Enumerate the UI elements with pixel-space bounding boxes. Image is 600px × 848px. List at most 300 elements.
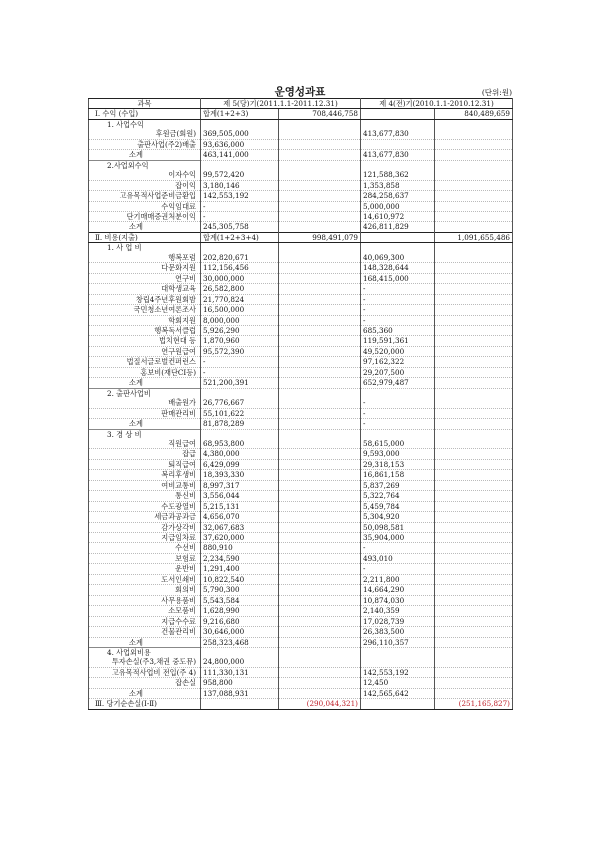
cell-d: [435, 459, 513, 469]
cell-c: 49,520,000: [361, 346, 435, 356]
cell-d: [435, 305, 513, 315]
cell-c: 413,677,830: [361, 129, 435, 139]
row-label: 배출원가: [89, 398, 201, 408]
cell-d: [435, 439, 513, 449]
table-row: [89, 180, 513, 190]
row-label: 고유목적사업비 전입(주 4): [89, 667, 201, 677]
cell-a: 32,067,683: [201, 522, 279, 532]
cell-d: [435, 336, 513, 346]
cell-d: [435, 378, 513, 388]
cell-b: [279, 357, 361, 367]
cell-b: [279, 637, 361, 647]
cell-a: -: [201, 357, 279, 367]
cell-a: 30,646,000: [201, 627, 279, 637]
cell-b: [279, 119, 361, 129]
cell-b: [279, 284, 361, 294]
cell-b: [279, 606, 361, 616]
cell-b: [279, 439, 361, 449]
cell-c: -: [361, 408, 435, 418]
cell-a: 258,323,468: [201, 637, 279, 647]
cell-d: (251,165,827): [435, 699, 513, 709]
cell-a: 99,572,420: [201, 170, 279, 180]
cell-c: 50,098,581: [361, 522, 435, 532]
cell-c: 2,140,359: [361, 606, 435, 616]
row-label: 대학생교육: [89, 284, 201, 294]
cell-d: [435, 616, 513, 626]
cell-d: [435, 211, 513, 221]
table-row: [89, 346, 513, 356]
cell-b: [279, 470, 361, 480]
cell-a: 4,656,070: [201, 512, 279, 522]
cell-d: [435, 585, 513, 595]
table-row: [89, 129, 513, 139]
cell-b: [279, 180, 361, 190]
cell-d: [435, 501, 513, 511]
cell-c: 652,979,487: [361, 378, 435, 388]
cell-a: [201, 388, 279, 398]
cell-c: 296,110,357: [361, 637, 435, 647]
cell-d: [435, 201, 513, 211]
table-row: [89, 201, 513, 211]
row-label: 소모품비: [89, 606, 201, 616]
cell-a: 5,215,131: [201, 501, 279, 511]
cell-c: [361, 429, 435, 439]
row-label: 수도광열비: [89, 501, 201, 511]
cell-d: [435, 491, 513, 501]
table-row: [89, 637, 513, 647]
table-row: [89, 533, 513, 543]
row-label: 국민청소년여론조사: [89, 305, 201, 315]
cell-d: [435, 419, 513, 429]
row-label: 4. 사업외비용: [89, 648, 201, 658]
cell-b: 998,491,079: [279, 232, 361, 242]
cell-c: 5,304,920: [361, 512, 435, 522]
cell-a: [201, 699, 279, 709]
table-row: [89, 284, 513, 294]
table-row: [89, 564, 513, 574]
cell-c: 2,211,800: [361, 574, 435, 584]
cell-c: [361, 139, 435, 149]
cell-a: [201, 160, 279, 170]
row-label: 다문화지원: [89, 263, 201, 273]
cell-d: [435, 222, 513, 232]
table-row: [89, 606, 513, 616]
statement-title: 운영성과표: [274, 86, 326, 98]
cell-d: 1,091,655,486: [435, 232, 513, 242]
cell-a: 958,800: [201, 678, 279, 688]
table-row: [89, 222, 513, 232]
header-current-period: 제 5(당)기(2011.1.1-2011.12.31): [201, 99, 361, 109]
cell-b: [279, 150, 361, 160]
cell-a: [201, 119, 279, 129]
cell-b: [279, 512, 361, 522]
cell-b: [279, 243, 361, 253]
cell-b: [279, 616, 361, 626]
subsection-row: [89, 429, 513, 439]
cell-d: [435, 553, 513, 563]
cell-a: 4,380,000: [201, 449, 279, 459]
cell-d: 840,489,659: [435, 109, 513, 119]
cell-c: 9,593,000: [361, 449, 435, 459]
cell-b: [279, 211, 361, 221]
table-row: [89, 357, 513, 367]
row-label: 건물관리비: [89, 627, 201, 637]
cell-d: [435, 273, 513, 283]
cell-d: [435, 543, 513, 553]
cell-a: 30,000,000: [201, 273, 279, 283]
cell-d: [435, 180, 513, 190]
cell-b: [279, 678, 361, 688]
table-row: [89, 480, 513, 490]
row-label: 2.사업외수익: [89, 160, 201, 170]
row-label: 법질서글로벌컨퍼런스: [89, 357, 201, 367]
row-label: Ⅲ. 당기순손실(Ⅰ-Ⅱ): [89, 699, 201, 709]
subsection-row: [89, 119, 513, 129]
cell-c: 119,591,361: [361, 336, 435, 346]
cell-a: 26,582,800: [201, 284, 279, 294]
cell-c: 148,328,644: [361, 263, 435, 273]
row-label: 법치현대 등: [89, 336, 201, 346]
cell-c: 40,069,300: [361, 253, 435, 263]
row-label: 소계: [89, 222, 201, 232]
table-row: [89, 336, 513, 346]
row-label: 여비교통비: [89, 480, 201, 490]
cell-a: -: [201, 201, 279, 211]
cell-b: [279, 160, 361, 170]
table-row: [89, 191, 513, 201]
row-label: 수익임대료: [89, 201, 201, 211]
row-label: 잡손실: [89, 678, 201, 688]
cell-d: [435, 657, 513, 667]
table-row: [89, 595, 513, 605]
cell-c: 29,318,153: [361, 459, 435, 469]
cell-b: [279, 449, 361, 459]
cell-c: 16,861,158: [361, 470, 435, 480]
row-label: 퇴직급여: [89, 459, 201, 469]
cell-d: [435, 398, 513, 408]
table-row: [89, 627, 513, 637]
cell-d: [435, 367, 513, 377]
table-row: [89, 139, 513, 149]
cell-c: 493,010: [361, 553, 435, 563]
cell-c: 5,837,269: [361, 480, 435, 490]
cell-b: [279, 367, 361, 377]
cell-a: 합계(1+2+3+4): [201, 232, 279, 242]
cell-b: [279, 491, 361, 501]
cell-a: 10,822,540: [201, 574, 279, 584]
row-label: 세금과공과금: [89, 512, 201, 522]
row-label: 창립4주년후원회밤: [89, 294, 201, 304]
cell-a: 8,000,000: [201, 315, 279, 325]
row-label: 감가상각비: [89, 522, 201, 532]
table-row: [89, 512, 513, 522]
cell-c: -: [361, 419, 435, 429]
row-label: 사무용품비: [89, 595, 201, 605]
section-row: [89, 232, 513, 242]
cell-c: -: [361, 294, 435, 304]
table-row: [89, 553, 513, 563]
cell-c: [361, 648, 435, 658]
cell-b: (290,044,321): [279, 699, 361, 709]
cell-c: 58,615,000: [361, 439, 435, 449]
cell-b: [279, 522, 361, 532]
cell-b: [279, 388, 361, 398]
cell-a: 463,141,000: [201, 150, 279, 160]
row-label: 지급임차료: [89, 533, 201, 543]
cell-a: 142,553,192: [201, 191, 279, 201]
cell-d: [435, 648, 513, 658]
row-label: 학회지원: [89, 315, 201, 325]
section-row: [89, 109, 513, 119]
cell-d: [435, 678, 513, 688]
cell-b: [279, 480, 361, 490]
cell-b: [279, 501, 361, 511]
cell-a: 880,910: [201, 543, 279, 553]
row-label: 소계: [89, 150, 201, 160]
table-row: [89, 616, 513, 626]
cell-b: [279, 419, 361, 429]
cell-d: [435, 139, 513, 149]
table-row: [89, 522, 513, 532]
cell-c: 97,162,322: [361, 357, 435, 367]
cell-c: 685,360: [361, 325, 435, 335]
cell-b: [279, 667, 361, 677]
table-row: [89, 378, 513, 388]
header-item: 과목: [89, 99, 201, 109]
cell-b: [279, 201, 361, 211]
cell-c: [361, 109, 435, 119]
cell-c: 26,383,500: [361, 627, 435, 637]
row-label: 행복독서클럽: [89, 325, 201, 335]
cell-b: [279, 648, 361, 658]
row-label: 후원금(회원): [89, 129, 201, 139]
table-row: [89, 574, 513, 584]
row-label: 고유목적사업준비금환입: [89, 191, 201, 201]
cell-a: 합계(1+2+3): [201, 109, 279, 119]
cell-a: 5,926,290: [201, 325, 279, 335]
cell-a: 202,820,671: [201, 253, 279, 263]
cell-c: -: [361, 305, 435, 315]
table-row: [89, 459, 513, 469]
cell-a: 81,878,289: [201, 419, 279, 429]
cell-d: [435, 512, 513, 522]
cell-d: [435, 191, 513, 201]
table-row: [89, 470, 513, 480]
cell-a: -: [201, 211, 279, 221]
table-row: [89, 253, 513, 263]
cell-b: [279, 139, 361, 149]
cell-a: 111,330,131: [201, 667, 279, 677]
row-label: 연구비: [89, 273, 201, 283]
cell-b: [279, 564, 361, 574]
cell-a: 68,953,800: [201, 439, 279, 449]
row-label: 2. 출판사업비: [89, 388, 201, 398]
cell-a: 112,156,456: [201, 263, 279, 273]
cell-a: 21,770,824: [201, 294, 279, 304]
cell-c: 168,415,000: [361, 273, 435, 283]
cell-a: 521,200,391: [201, 378, 279, 388]
row-label: 출판사업(주2)배출: [89, 139, 201, 149]
cell-a: 6,429,099: [201, 459, 279, 469]
cell-d: [435, 325, 513, 335]
cell-d: [435, 315, 513, 325]
cell-b: [279, 408, 361, 418]
cell-a: 26,776,667: [201, 398, 279, 408]
cell-c: 5,322,764: [361, 491, 435, 501]
cell-a: -: [201, 367, 279, 377]
row-label: 보험료: [89, 553, 201, 563]
row-label: 잡급: [89, 449, 201, 459]
cell-b: [279, 657, 361, 667]
row-label: 잡이익: [89, 180, 201, 190]
cell-b: [279, 253, 361, 263]
cell-d: [435, 253, 513, 263]
table-row: [89, 585, 513, 595]
subsection-row: [89, 388, 513, 398]
row-label: 복리후생비: [89, 470, 201, 480]
row-label: 소계: [89, 378, 201, 388]
table-row: [89, 305, 513, 315]
cell-a: 5,790,300: [201, 585, 279, 595]
cell-c: 29,207,500: [361, 367, 435, 377]
cell-d: [435, 346, 513, 356]
cell-c: [361, 119, 435, 129]
cell-d: [435, 388, 513, 398]
row-label: 소계: [89, 419, 201, 429]
cell-a: 369,505,000: [201, 129, 279, 139]
cell-a: 3,556,044: [201, 491, 279, 501]
row-label: 1. 사 업 비: [89, 243, 201, 253]
table-row: [89, 294, 513, 304]
table-row: [89, 491, 513, 501]
row-label: 행복포럼: [89, 253, 201, 263]
cell-b: [279, 191, 361, 201]
cell-b: [279, 459, 361, 469]
cell-a: 8,997,317: [201, 480, 279, 490]
cell-c: [361, 657, 435, 667]
table-row: [89, 408, 513, 418]
table-row: [89, 688, 513, 698]
cell-b: [279, 627, 361, 637]
row-label: 연구원급여: [89, 346, 201, 356]
cell-b: [279, 129, 361, 139]
cell-d: [435, 449, 513, 459]
cell-c: 413,677,830: [361, 150, 435, 160]
cell-a: 16,500,000: [201, 305, 279, 315]
cell-d: [435, 263, 513, 273]
cell-d: [435, 150, 513, 160]
cell-d: [435, 564, 513, 574]
cell-a: 5,543,584: [201, 595, 279, 605]
table-row: [89, 263, 513, 273]
cell-d: [435, 522, 513, 532]
cell-b: [279, 688, 361, 698]
cell-b: [279, 585, 361, 595]
table-row: [89, 501, 513, 511]
cell-b: [279, 533, 361, 543]
cell-a: 9,216,680: [201, 616, 279, 626]
cell-a: 24,800,000: [201, 657, 279, 667]
cell-d: [435, 667, 513, 677]
cell-d: [435, 574, 513, 584]
cell-d: [435, 637, 513, 647]
row-label: 소계: [89, 637, 201, 647]
cell-b: [279, 336, 361, 346]
unit-label: (단위:원): [481, 88, 512, 97]
table-row: [89, 678, 513, 688]
cell-a: [201, 429, 279, 439]
cell-b: [279, 543, 361, 553]
cell-b: [279, 325, 361, 335]
cell-c: -: [361, 564, 435, 574]
cell-b: [279, 315, 361, 325]
table-row: [89, 439, 513, 449]
row-label: 판매관리비: [89, 408, 201, 418]
cell-d: [435, 129, 513, 139]
cell-c: [361, 243, 435, 253]
cell-c: 142,553,192: [361, 667, 435, 677]
cell-d: [435, 480, 513, 490]
cell-d: [435, 119, 513, 129]
subsection-row: [89, 648, 513, 658]
row-label: 통신비: [89, 491, 201, 501]
table-row: [89, 543, 513, 553]
cell-b: [279, 170, 361, 180]
cell-a: 55,101,622: [201, 408, 279, 418]
cell-a: 1,628,990: [201, 606, 279, 616]
header-prior-period: 제 4(전)기(2010.1.1-2010.12.31): [361, 99, 513, 109]
table-row: [89, 325, 513, 335]
table-row: [89, 367, 513, 377]
row-label: 회의비: [89, 585, 201, 595]
cell-c: 35,904,000: [361, 533, 435, 543]
cell-d: [435, 408, 513, 418]
cell-a: 245,305,758: [201, 222, 279, 232]
table-row: [89, 170, 513, 180]
cell-c: -: [361, 398, 435, 408]
row-label: 지급수수료: [89, 616, 201, 626]
row-label: 수선비: [89, 543, 201, 553]
row-label: 3. 경 상 비: [89, 429, 201, 439]
row-label: 투자손실(주3,채권 중도뮤): [89, 657, 201, 667]
cell-a: 1,870,960: [201, 336, 279, 346]
cell-b: [279, 553, 361, 563]
net-result-row: [89, 699, 513, 709]
table-row: [89, 211, 513, 221]
cell-c: 17,028,739: [361, 616, 435, 626]
cell-b: 708,446,758: [279, 109, 361, 119]
table-row: [89, 398, 513, 408]
cell-a: 18,393,330: [201, 470, 279, 480]
cell-c: -: [361, 284, 435, 294]
cell-b: [279, 574, 361, 584]
row-label: 이자수익: [89, 170, 201, 180]
cell-a: 1,291,400: [201, 564, 279, 574]
table-row: [89, 657, 513, 667]
cell-b: [279, 222, 361, 232]
cell-b: [279, 273, 361, 283]
operating-results-table: [88, 98, 513, 710]
subsection-row: [89, 243, 513, 253]
table-row: [89, 315, 513, 325]
cell-b: [279, 263, 361, 273]
cell-c: -: [361, 315, 435, 325]
table-row: [89, 449, 513, 459]
cell-b: [279, 429, 361, 439]
cell-a: [201, 243, 279, 253]
cell-a: 93,636,000: [201, 139, 279, 149]
cell-c: 5,459,784: [361, 501, 435, 511]
